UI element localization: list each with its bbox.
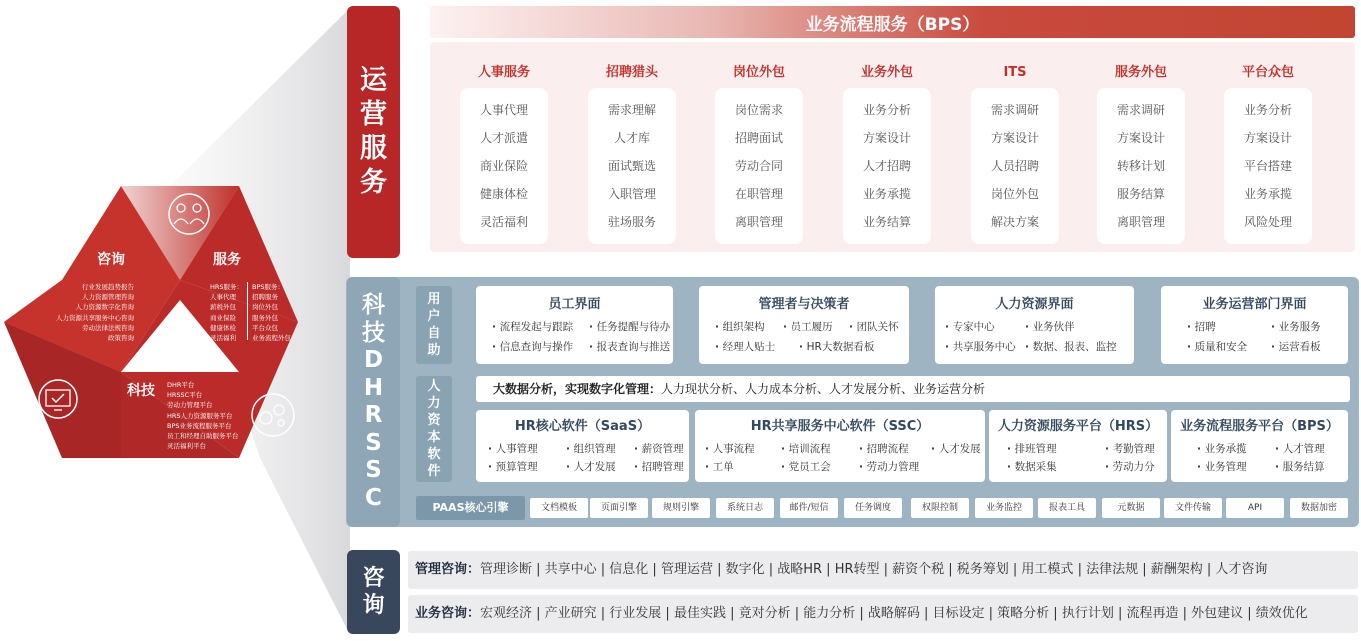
bps-column-card: [460, 88, 548, 244]
bps-column-item: 转移计划: [1116, 159, 1165, 173]
paas-item: 规则引擎: [652, 498, 710, 518]
hex-service-divider: [247, 282, 248, 340]
software-card-item: · 服务结算: [1275, 459, 1325, 474]
paas-item: 文件传输: [1164, 498, 1222, 518]
bps-column-title: 服务外包: [1114, 65, 1167, 80]
hex-tech-list: [167, 380, 247, 451]
ui-card-item: · 质量和安全: [1187, 339, 1247, 354]
business-consulting-row: [408, 595, 1358, 633]
dhrssc-tab-char: D: [363, 347, 384, 373]
paas-item: 元数据: [1102, 498, 1160, 518]
ui-card-item: · 团队关怀: [849, 319, 899, 334]
bps-column-item: 解决方案: [990, 215, 1039, 229]
ui-card-item: · 共享服务中心: [945, 339, 1016, 354]
hr-software-label: [416, 376, 452, 482]
hrs-list-item: 健康体检: [210, 323, 236, 332]
dhrssc-tab-char: S: [365, 457, 382, 483]
bps-column-item: 人事代理: [479, 103, 528, 117]
hr-software-char: 力: [427, 396, 441, 411]
software-card-title: 人力资源服务平台（HRS）: [997, 419, 1159, 434]
bps-list-item: 服务外包: [252, 313, 278, 322]
ui-card-item: · HR大数据看板: [799, 339, 874, 354]
bps-column-item: 劳动合同: [734, 159, 783, 173]
ui-card-title: 员工界面: [548, 297, 601, 312]
tech-list-item: 员工和经理自助服务平台: [167, 432, 239, 441]
consult-list-item: 人力资源管理咨询: [82, 293, 134, 302]
software-card-item: · 招聘管理: [634, 459, 684, 474]
paas-item: 页面引擎: [590, 498, 648, 518]
software-card: [989, 410, 1167, 482]
ui-card: [476, 286, 673, 364]
software-card-item: · 人才发展: [566, 459, 616, 474]
bps-list-item: 平台众包: [252, 323, 278, 332]
self-service-char: 用: [427, 292, 441, 307]
bps-column-item: 需求理解: [607, 103, 656, 117]
bps-column-item: 健康体检: [479, 187, 528, 201]
bps-column-item: 人才招聘: [862, 159, 911, 173]
hr-software-char: 软: [427, 447, 441, 462]
bps-column-title: 人事服务: [477, 65, 530, 80]
ui-card-item: · 经理人贴士: [715, 339, 775, 354]
bps-column-item: 离职管理: [734, 215, 783, 229]
self-service-char: 户: [427, 309, 441, 324]
bps-column-item: 在职管理: [734, 187, 783, 201]
ui-card-title: 业务运营部门界面: [1202, 297, 1307, 312]
paas-item: 系统日志: [716, 498, 774, 518]
bps-column: [588, 62, 676, 244]
software-card: [1171, 410, 1348, 482]
dhrssc-tab-char: R: [364, 402, 383, 428]
management-consulting-label: 管理咨询：: [415, 562, 481, 577]
self-service-label: [416, 286, 452, 364]
paas-item: 邮件/短信: [780, 498, 838, 518]
bps-column-item: 岗位外包: [990, 187, 1039, 201]
management-consulting-text: 管理诊断 | 共享中心 | 信息化 | 管理运营 | 数字化 | 战略HR | HR转型 | 薪资个税 | 税务筹划 | 用工模式 | 法律法规 | 薪酬架构 | 人才咨询: [480, 562, 1268, 577]
bps-list-item: 岗位外包: [252, 303, 278, 312]
bps-column-card: [715, 88, 803, 244]
software-card-title: HR共享服务中心软件（SSC）: [750, 419, 930, 434]
software-card-item: · 业务承揽: [1197, 441, 1247, 456]
bps-column-item: 人才库: [613, 131, 650, 145]
bps-column-title: ITS: [1003, 65, 1027, 80]
operations-tab-char: 服: [360, 133, 387, 164]
paas-item: 业务监控: [975, 498, 1033, 518]
consult-list-item: 人力资源数字化咨询: [75, 303, 134, 312]
ui-card-item: · 招聘: [1187, 319, 1216, 334]
bps-column-item: 业务分析: [1243, 103, 1292, 117]
operations-tab-char: 运: [360, 65, 387, 96]
ui-card-item: · 业务服务: [1271, 319, 1321, 334]
self-service-char: 自: [427, 326, 441, 341]
hex-consult-list: [50, 282, 134, 343]
hr-software-char: 件: [427, 464, 441, 479]
bps-column-title: 岗位外包: [732, 65, 785, 80]
bps-column-item: 岗位需求: [734, 103, 783, 117]
ui-card-item: · 任务提醒与待办: [589, 319, 670, 334]
bps-column-item: 离职管理: [1116, 215, 1165, 229]
software-card-title: HR核心软件（SaaS）: [514, 419, 651, 434]
tech-list-item: BPS业务流程服务平台: [167, 421, 232, 430]
bps-column-item: 服务结算: [1116, 187, 1165, 201]
hex-service-bps-list: [252, 282, 300, 343]
ui-card-item: · 报表查询与推送: [589, 339, 670, 354]
software-card-item: · 培训流程: [781, 441, 831, 456]
software-card-item: · 人事流程: [705, 441, 755, 456]
ui-card-title: 管理者与决策者: [758, 297, 850, 312]
hr-software-char: 资: [427, 413, 441, 428]
ui-card-item: · 员工履历: [783, 319, 833, 334]
consulting-tab-char: 询: [362, 593, 385, 618]
consulting-tab-char: 咨: [362, 566, 385, 591]
software-card-item: · 人才管理: [1275, 441, 1325, 456]
bps-column-item: 方案设计: [1116, 131, 1165, 145]
bigdata-bold: 大数据分析，实现数字化管理：: [493, 382, 662, 396]
operations-tab: [347, 6, 400, 258]
hex-service-title: 服务: [213, 252, 241, 268]
dhrssc-tab-char: 科: [362, 292, 385, 318]
bps-column: [971, 62, 1059, 244]
bps-list-item: 招聘服务: [252, 293, 278, 302]
dhrssc-tab: [347, 277, 400, 527]
tech-list-item: 劳动力管理平台: [167, 401, 213, 410]
software-card-item: · 招聘流程: [859, 441, 909, 456]
hr-software-char: 本: [427, 430, 441, 445]
software-card-item: · 数据采集: [1007, 459, 1057, 474]
hrs-list-item: 薪税外包: [210, 303, 236, 312]
paas-item: 报表工具: [1038, 498, 1096, 518]
dhrssc-tab-char: 技: [362, 319, 385, 346]
hrs-list-item: 商业保险: [210, 313, 236, 322]
operations-tab-char: 务: [360, 167, 387, 198]
tech-list-item: DHR平台: [167, 381, 195, 389]
bps-column-card: [588, 88, 676, 244]
paas-item: 任务调度: [844, 498, 902, 518]
paas-item: 数据加密: [1290, 498, 1348, 518]
ui-card: [1161, 286, 1348, 364]
bps-column-title: 招聘猎头: [605, 65, 658, 80]
bps-list-item: 业务流程外包: [252, 334, 291, 343]
software-card-item: · 人才发展: [931, 441, 981, 456]
ui-card-item: · 流程发起与跟踪: [492, 319, 573, 334]
dhrssc-tab-char: C: [365, 484, 382, 511]
ui-card: [935, 286, 1134, 364]
bps-column-item: 商业保险: [479, 159, 528, 173]
ui-card-item: · 专家中心: [945, 319, 995, 334]
ui-card-title: 人力资源界面: [995, 297, 1074, 312]
bps-column-item: 需求调研: [990, 103, 1039, 117]
hex-consult-title: 咨询: [97, 252, 125, 268]
bps-column-card: [971, 88, 1059, 244]
software-card: [476, 410, 689, 482]
bps-column: [843, 62, 931, 244]
bps-column-item: 灵活福利: [479, 215, 528, 229]
self-service-char: 助: [427, 343, 441, 358]
bps-column-item: 入职管理: [607, 187, 656, 201]
bps-list-item: BPS服务：: [252, 283, 285, 291]
bps-banner: 业务流程服务（BPS）: [430, 6, 1355, 38]
bps-column-item: 方案设计: [1243, 131, 1292, 145]
ui-card: [699, 286, 909, 364]
management-consulting-row: [408, 551, 1358, 589]
consult-list-item: 人力资源共享服务中心咨询: [56, 313, 134, 322]
bps-column-item: 方案设计: [862, 131, 911, 145]
software-card-item: · 劳动力分: [1105, 459, 1155, 474]
software-card-item: · 考勤管理: [1105, 441, 1155, 456]
bps-column-item: 平台搭建: [1243, 159, 1292, 173]
bps-column-item: 风险处理: [1243, 215, 1292, 229]
consult-list-item: 劳动法律法规咨询: [82, 323, 134, 332]
hrs-list-item: HRS服务：: [210, 283, 244, 291]
paas-label: PAAS核心引擎: [416, 496, 525, 520]
software-card-item: · 薪资管理: [634, 441, 684, 456]
dhrssc-tab-char: H: [363, 374, 384, 401]
bps-column-item: 业务承揽: [1243, 187, 1292, 201]
paas-item: 文档模板: [530, 498, 588, 518]
bigdata-bar: [476, 376, 1350, 402]
bps-column-title: 平台众包: [1241, 65, 1294, 80]
business-consulting-label: 业务咨询：: [415, 606, 481, 621]
hex-tech-title: 科技: [127, 383, 155, 399]
software-card-item: · 预算管理: [488, 459, 538, 474]
bps-column-item: 需求调研: [1116, 103, 1165, 117]
consulting-tab: [347, 550, 400, 634]
hr-software-char: 人: [427, 379, 441, 394]
bps-column-item: 人才派遣: [479, 131, 528, 145]
paas-item: API: [1226, 498, 1284, 518]
consult-list-item: 政策咨询: [108, 334, 134, 343]
software-card-item: · 组织管理: [566, 441, 616, 456]
bps-column-item: 业务承揽: [862, 187, 911, 201]
software-card-item: · 党员工会: [781, 459, 831, 474]
software-card-item: · 排班管理: [1007, 441, 1057, 456]
bps-column-item: 面试甄选: [607, 159, 656, 173]
tech-list-item: 灵活福利平台: [167, 442, 206, 451]
hrs-list-item: 灵活福利: [210, 334, 236, 343]
operations-tab-char: 营: [360, 99, 387, 130]
bps-column-item: 驻场服务: [607, 215, 656, 229]
software-card-item: · 业务管理: [1197, 459, 1247, 474]
ui-card-item: · 信息查询与操作: [492, 339, 573, 354]
software-card-item: · 人事管理: [488, 441, 538, 456]
bps-column-card: [1224, 88, 1312, 244]
software-card-title: 业务流程服务平台（BPS）: [1180, 419, 1339, 434]
bps-column-card: [1097, 88, 1185, 244]
bps-column-item: 方案设计: [990, 131, 1039, 145]
bps-column: [1097, 62, 1185, 244]
bigdata-text: 人力现状分析、人力成本分析、人才发展分析、业务运营分析: [661, 382, 986, 396]
business-consulting-text: 宏观经济 | 产业研究 | 行业发展 | 最佳实践 | 竟对分析 | 能力分析 | 战略解码 | 目标设定 | 策略分析 | 执行计划 | 流程再造 | 外包建议 | 绩效优化: [480, 606, 1308, 621]
consult-list-item: 行业发展趋势报告: [82, 283, 134, 291]
bps-column-item: 业务分析: [862, 103, 911, 117]
bps-column-item: 人员招聘: [990, 159, 1039, 173]
tech-list-item: HRSSC平台: [167, 391, 203, 400]
bps-column: [1224, 62, 1312, 244]
ui-card-item: · 数据、报表、监控: [1025, 339, 1117, 354]
hrs-list-item: 人事代理: [210, 293, 236, 302]
bps-column: [715, 62, 803, 244]
paas-item: 权限控制: [911, 498, 969, 518]
bps-column-card: [843, 88, 931, 244]
ui-card-item: · 业务伙伴: [1025, 319, 1075, 334]
hex-service-hrs-list: [210, 282, 252, 343]
software-card-item: · 工单: [705, 459, 734, 474]
bps-column-item: 招聘面试: [734, 131, 783, 145]
software-card: [695, 410, 985, 482]
bps-column: [460, 62, 548, 244]
bps-column-item: 业务结算: [862, 215, 911, 229]
software-card-item: · 劳动力管理: [859, 459, 919, 474]
dhrssc-tab-char: S: [365, 429, 382, 456]
bps-column-title: 业务外包: [860, 65, 913, 80]
tech-list-item: HRS人力资源服务平台: [167, 411, 233, 420]
ui-card-item: · 运营看板: [1271, 339, 1321, 354]
ui-card-item: · 组织架构: [715, 319, 765, 334]
